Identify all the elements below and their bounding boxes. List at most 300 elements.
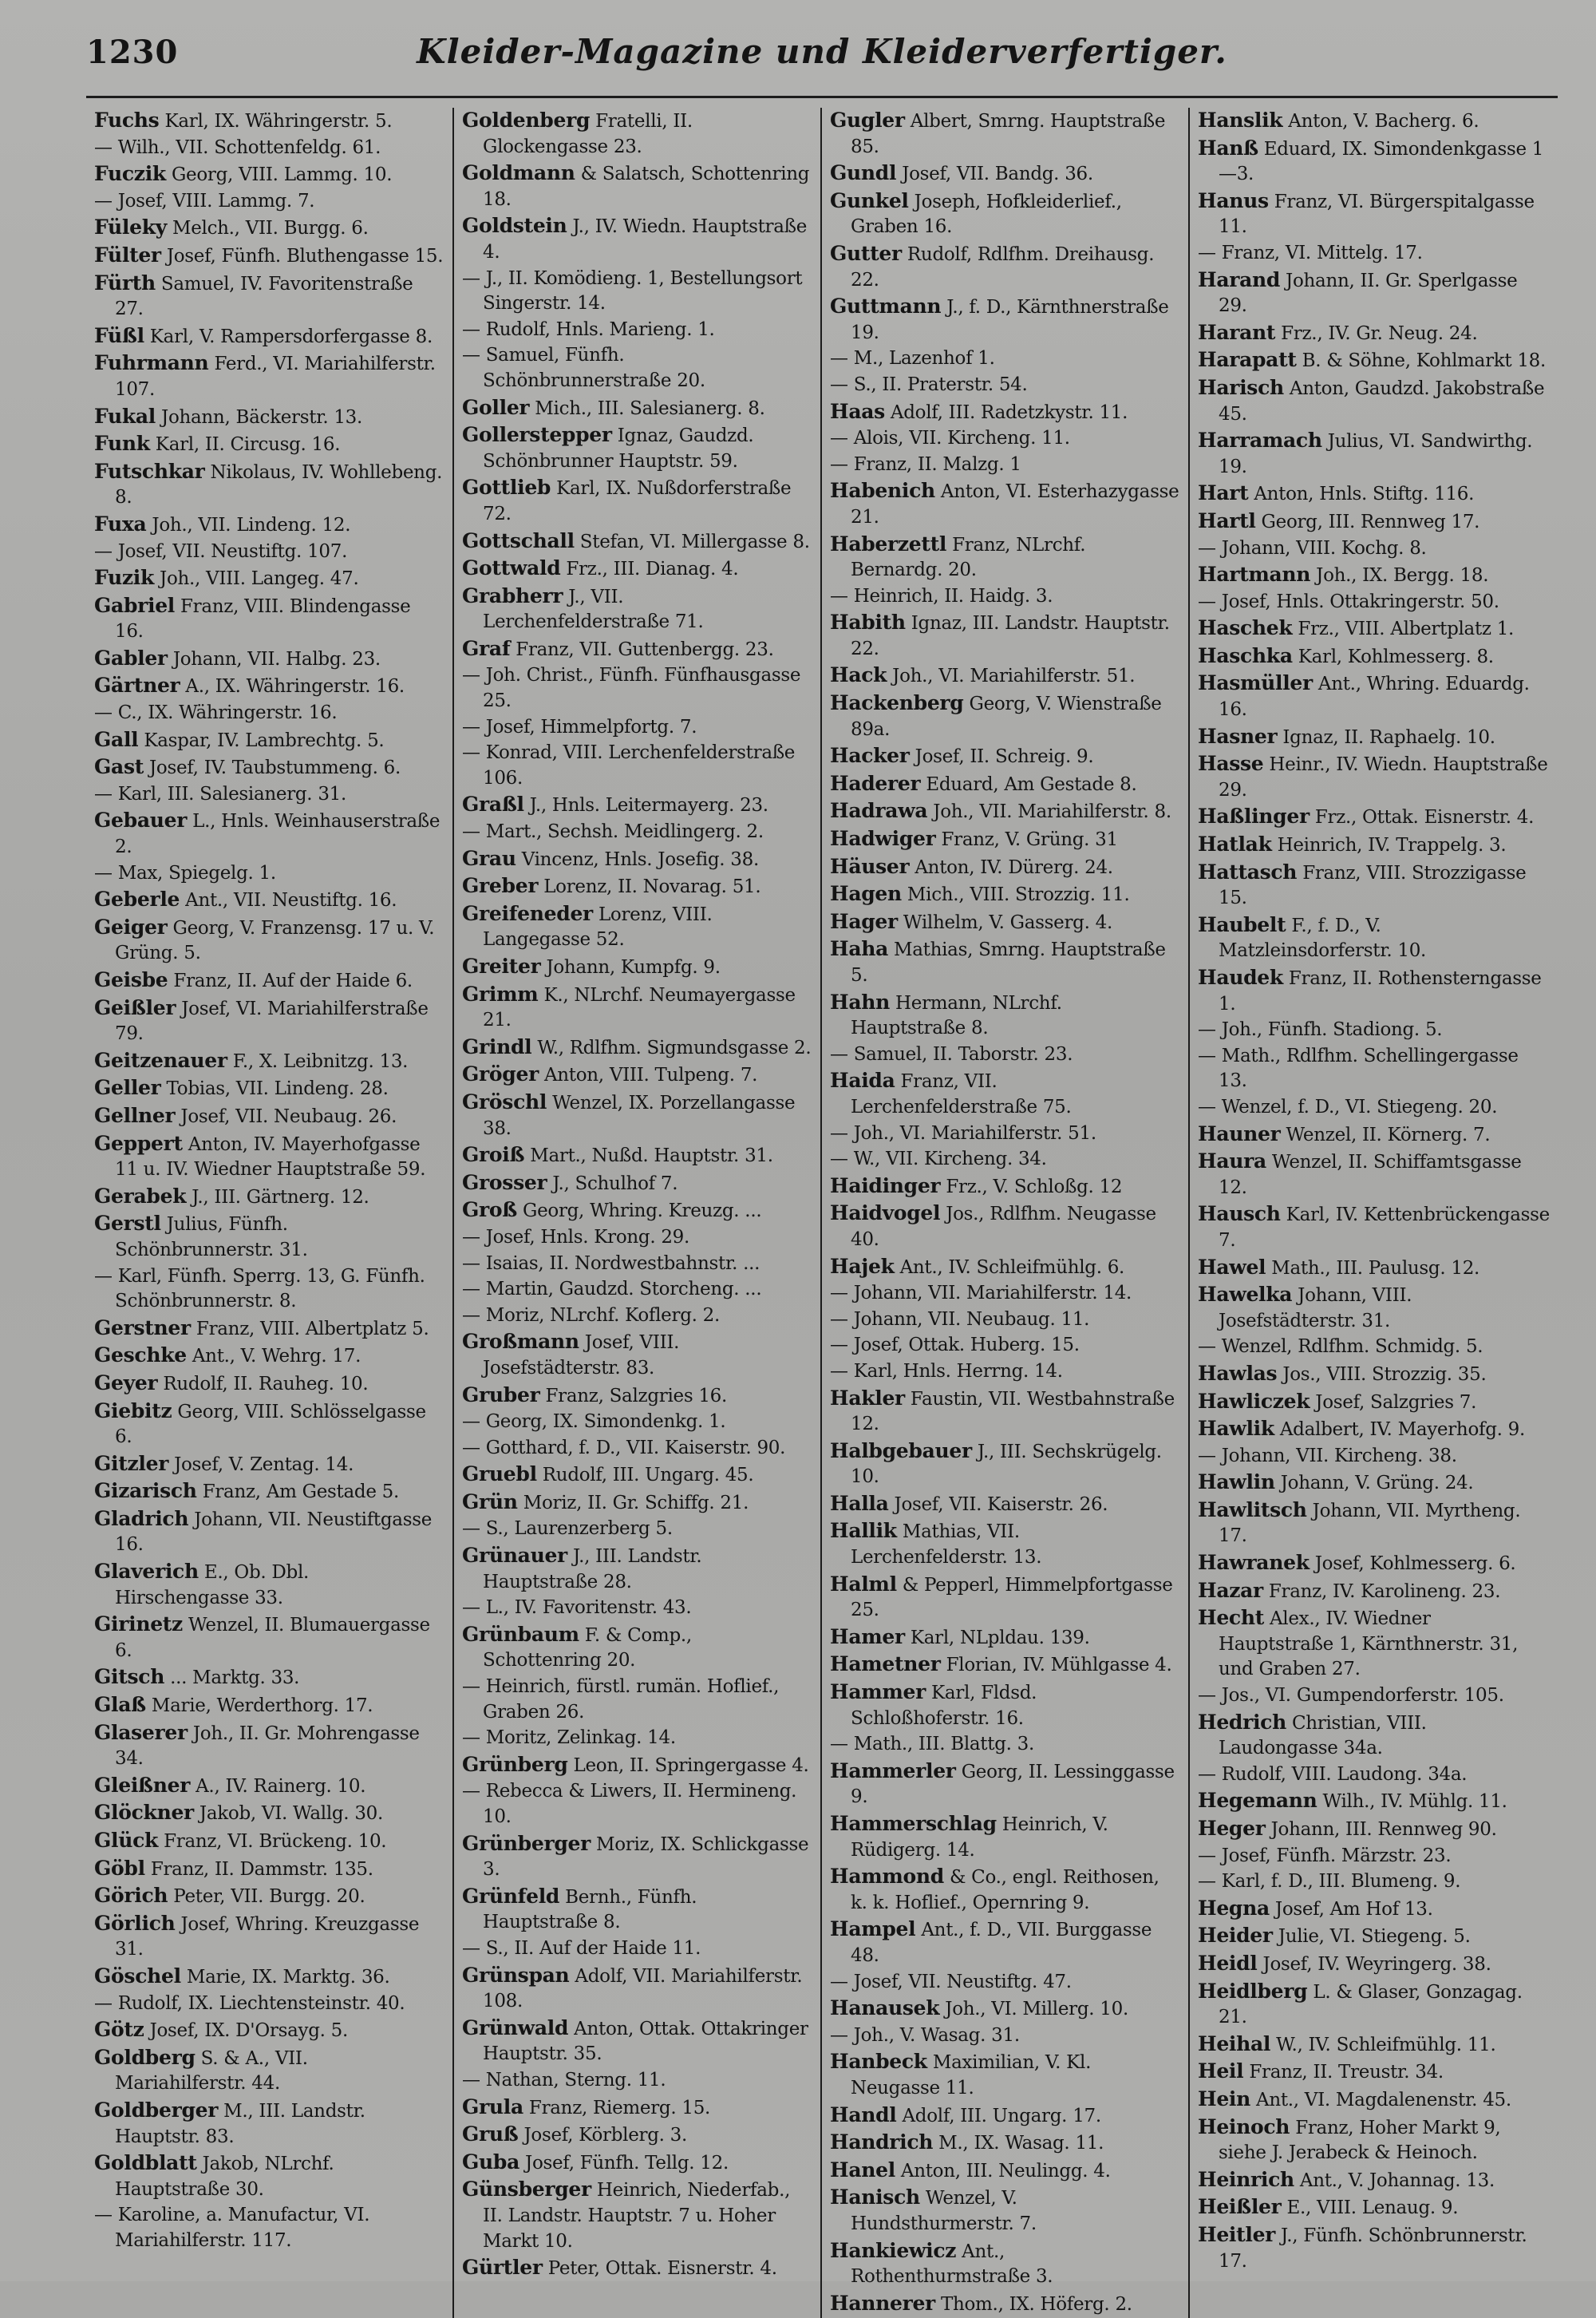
directory-entry xyxy=(94,1559,444,1611)
entry-details: Wenzel, II. Körnerg. 7. xyxy=(1280,1124,1491,1145)
entry-details: Karl, NLpldau. 139. xyxy=(904,1627,1090,1648)
entry-details: — Nathan, Sterng. 11. xyxy=(462,2069,666,2091)
entry-details: Nikolaus, IV. Wohllebeng. 8. xyxy=(115,461,443,508)
entry-details: — Heinrich, fürstl. rumän. Hoflief., Graben 26. xyxy=(462,1676,780,1723)
entry-surname: Harant xyxy=(1198,320,1276,344)
entry-surname: Fuczik xyxy=(94,162,166,186)
directory-entry xyxy=(1198,2167,1550,2194)
entry-surname: Hanausek xyxy=(830,1996,940,2020)
entry-details: Karl, IV. Kettenbrückengasse 7. xyxy=(1219,1204,1550,1251)
entry-surname: Geller xyxy=(94,1076,161,1100)
entry-details: Jos., VIII. Strozzig. 35. xyxy=(1277,1363,1487,1385)
entry-details: Johann, VIII. Josefstädterstr. 31. xyxy=(1219,1285,1412,1331)
directory-entry xyxy=(94,2150,444,2202)
entry-details: — Math., Rdlfhm. Schellingergasse 13. xyxy=(1198,1045,1519,1092)
directory-entry xyxy=(94,1911,444,1963)
entry-surname: Götz xyxy=(94,2018,144,2042)
entry-details: — Karoline, a. Manufactur, VI. Mariahilferstr. 117. xyxy=(94,2205,370,2251)
directory-entry xyxy=(830,1307,1180,1333)
directory-entry xyxy=(94,1075,444,1102)
entry-surname: Gladrich xyxy=(94,1506,189,1530)
entry-details: Franz, Hoher Markt 9, siehe J. Jerabeck & Heinoch. xyxy=(1219,2117,1501,2164)
entry-details: — Johann, VII. Kircheng. 38. xyxy=(1198,1445,1457,1466)
entry-details: — Joh., V. Wasag. 31. xyxy=(830,2024,1020,2046)
entry-details: — Isaias, II. Nordwestbahnstr. ... xyxy=(462,1252,760,1274)
directory-entry xyxy=(830,2291,1180,2318)
directory-entry xyxy=(1198,1816,1550,1843)
directory-entry xyxy=(830,1864,1180,1916)
directory-entry xyxy=(830,188,1180,240)
entry-surname: Fuhrmann xyxy=(94,351,209,375)
directory-entry xyxy=(462,422,812,474)
entry-details: Anton, V. Bacherg. 6. xyxy=(1282,111,1479,132)
entry-surname: Hawranek xyxy=(1198,1551,1310,1575)
entry-details: Franz, II. Auf der Haide 6. xyxy=(168,971,413,991)
entry-surname: Hawelka xyxy=(1198,1283,1293,1307)
directory-entry xyxy=(462,343,812,394)
entry-details: — S., Laurenzerberg 5. xyxy=(462,1518,673,1540)
directory-entry xyxy=(1198,108,1550,135)
directory-entry xyxy=(94,1773,444,1800)
entry-surname: Fürth xyxy=(94,271,156,295)
directory-entry xyxy=(830,294,1180,346)
entry-surname: Hampel xyxy=(830,1917,916,1941)
entry-surname: Girinetz xyxy=(94,1612,183,1636)
entry-details: — Martin, Gaudzd. Storcheng. ... xyxy=(462,1279,762,1300)
directory-entry xyxy=(1198,1095,1550,1121)
entry-details: Eduard, IX. Simondenkgasse 1—3. xyxy=(1219,138,1544,185)
entry-surname: Greber xyxy=(462,874,539,898)
entry-details: — Joh. Christ., Fünfh. Fünfhausgasse 25. xyxy=(462,665,801,712)
entry-surname: Glaß xyxy=(94,1693,146,1717)
entry-surname: Geppert xyxy=(94,1131,183,1155)
entry-surname: Gürtler xyxy=(462,2256,543,2280)
directory-entry xyxy=(830,1732,1180,1758)
entry-surname: Haura xyxy=(1198,1149,1266,1173)
entry-details: Johann, VII. Myrtheng. 17. xyxy=(1219,1500,1521,1547)
entry-details: Ant., IV. Schleifmühlg. 6. xyxy=(894,1256,1125,1278)
entry-details: Josef, VII. Neubaug. 26. xyxy=(175,1106,397,1127)
directory-entry xyxy=(94,1692,444,1719)
entry-details: J., f. D., Kärnthnerstraße 19. xyxy=(851,297,1169,343)
entry-details: Joh., II. Gr. Mohrengasse 34. xyxy=(115,1723,420,1770)
entry-details: Johann, VII. Halbg. 23. xyxy=(167,648,381,670)
entry-details: Jakob, NLrchf. Hauptstraße 30. xyxy=(115,2154,334,2200)
entry-details: Karl, IX. Nußdorferstraße 72. xyxy=(483,478,792,524)
directory-entry xyxy=(94,2045,444,2097)
directory-entry xyxy=(94,701,444,726)
entry-details: Mathias, Smrng. Hauptstraße 5. xyxy=(851,939,1166,986)
entry-details: — Moritz, Zelinkag. 14. xyxy=(462,1727,676,1749)
directory-entry xyxy=(94,727,444,754)
entry-surname: Hametner xyxy=(830,1652,941,1676)
entry-surname: Göbl xyxy=(94,1856,145,1880)
entry-surname: Fülter xyxy=(94,243,161,267)
entry-details: Franz, Am Gestade 5. xyxy=(196,1481,399,1503)
entry-details: Joh., IX. Bergg. 18. xyxy=(1310,565,1489,587)
entry-surname: Hatlak xyxy=(1198,833,1272,856)
entry-details: — Konrad, VIII. Lerchenfelderstraße 106. xyxy=(462,742,796,789)
entry-details: — Josef, Fünfh. Märzstr. 23. xyxy=(1198,1845,1452,1866)
directory-entry xyxy=(830,2158,1180,2185)
entry-details: J., III. Sechskrügelg. 10. xyxy=(851,1441,1162,1488)
entry-surname: Glaserer xyxy=(94,1720,188,1744)
directory-entry xyxy=(830,241,1180,293)
entry-details: Anton, Gaudzd. Jakobstraße 45. xyxy=(1219,378,1545,425)
entry-surname: Gast xyxy=(94,755,144,779)
directory-entry xyxy=(1198,508,1550,536)
entry-surname: Hawlin xyxy=(1198,1470,1275,1494)
entry-surname: Gebauer xyxy=(94,809,188,833)
entry-details: Frz., VIII. Albertplatz 1. xyxy=(1292,619,1515,640)
entry-details: Samuel, IV. Favoritenstraße 27. xyxy=(115,273,413,320)
directory-entry xyxy=(830,1281,1180,1307)
entry-surname: Gabriel xyxy=(94,593,176,617)
directory-entry xyxy=(830,1173,1180,1201)
directory-entry xyxy=(1198,1578,1550,1605)
directory-entry xyxy=(94,673,444,700)
entry-surname: Gottschall xyxy=(462,528,575,552)
entry-details: & Salatsch, Schottenring 18. xyxy=(483,164,810,210)
entry-surname: Haidvogel xyxy=(830,1201,941,1225)
directory-entry xyxy=(94,995,444,1047)
entry-details: — Johann, VII. Neubaug. 11. xyxy=(830,1308,1090,1330)
directory-entry xyxy=(94,1398,444,1450)
entry-details: Anton, VI. Esterhazygasse 21. xyxy=(851,481,1179,528)
directory-entry xyxy=(1198,2059,1550,2086)
entry-details: Josef, VII. Kaiserstr. 26. xyxy=(888,1493,1108,1515)
entry-details: Josef, IX. D'Orsayg. 5. xyxy=(144,2020,348,2042)
entry-surname: Grindl xyxy=(462,1034,532,1058)
entry-details: — M., Lazenhof 1. xyxy=(830,348,995,370)
entry-surname: Hart xyxy=(1198,481,1249,505)
entry-surname: Häuser xyxy=(830,854,910,878)
directory-entry xyxy=(1198,1979,1550,2031)
entry-details: Adalbert, IV. Mayerhofg. 9. xyxy=(1274,1419,1525,1441)
directory-entry xyxy=(94,2203,444,2253)
directory-entry xyxy=(462,475,812,527)
entry-details: Wenzel, IX. Porzellangasse 38. xyxy=(483,1092,796,1139)
entry-surname: Handrich xyxy=(830,2130,934,2154)
directory-entry xyxy=(462,1675,812,1725)
entry-surname: Goldberger xyxy=(94,2098,219,2122)
directory-entry xyxy=(94,161,444,188)
entry-surname: Gunkel xyxy=(830,188,909,212)
directory-entry xyxy=(94,1856,444,1883)
directory-entry xyxy=(830,798,1180,825)
directory-entry xyxy=(94,1371,444,1398)
directory-entry xyxy=(830,2185,1180,2237)
entry-surname: Haßlinger xyxy=(1198,805,1310,829)
entry-surname: Harramach xyxy=(1198,429,1322,453)
entry-details: Jakob, VI. Wallg. 30. xyxy=(193,1803,384,1825)
directory-entry xyxy=(830,663,1180,690)
directory-entry xyxy=(1198,751,1550,803)
directory-entry xyxy=(830,771,1180,798)
entry-surname: Haderer xyxy=(830,771,921,795)
directory-entry xyxy=(94,808,444,860)
entry-surname: Greifeneder xyxy=(462,901,593,925)
entry-details: Josef, VI. Mariahilferstraße 79. xyxy=(115,998,429,1045)
entry-details: — Wenzel, Rdlfhm. Schmidg. 5. xyxy=(1198,1336,1483,1358)
directory-entry xyxy=(830,1970,1180,1996)
directory-entry xyxy=(830,1679,1180,1731)
directory-entry xyxy=(94,136,444,161)
entry-surname: Hanus xyxy=(1198,188,1269,212)
directory-entry xyxy=(94,1664,444,1691)
entry-surname: Hawlitsch xyxy=(1198,1497,1307,1521)
directory-entry xyxy=(462,2150,812,2177)
entry-details: Anton, III. Neulingg. 4. xyxy=(895,2160,1111,2182)
entry-surname: Halml xyxy=(830,1572,897,1596)
directory-entry xyxy=(94,1184,444,1211)
directory-entry xyxy=(1198,1255,1550,1282)
directory-entry xyxy=(830,1068,1180,1120)
entry-details: Franz, V. Grüng. 31 xyxy=(935,829,1118,851)
directory-entry xyxy=(462,528,812,556)
directory-entry xyxy=(1198,1389,1550,1416)
entry-surname: Hannerer xyxy=(830,2291,935,2315)
directory-entry xyxy=(462,1436,812,1462)
entry-details: Joh., VII. Mariahilferstr. 8. xyxy=(927,801,1171,823)
entry-surname: Hammond xyxy=(830,1865,944,1889)
entry-surname: Haas xyxy=(830,399,885,423)
entry-details: Joh., VII. Lindeng. 12. xyxy=(146,514,351,536)
directory-entry xyxy=(1198,912,1550,964)
directory-entry xyxy=(462,1752,812,1779)
entry-details: Ant., V. Wehrg. 17. xyxy=(186,1346,361,1367)
entry-details: ... Marktg. 33. xyxy=(164,1667,300,1689)
directory-entry xyxy=(830,1438,1180,1490)
entry-details: F. & Comp., Schottenring 20. xyxy=(483,1624,692,1671)
entry-details: Christian, VIII. Laudongasse 34a. xyxy=(1219,1712,1427,1759)
entry-surname: Gruebl xyxy=(462,1462,537,1486)
directory-entry xyxy=(830,909,1180,936)
entry-details: Anton, VIII. Tulpeng. 7. xyxy=(538,1065,758,1086)
directory-entry xyxy=(830,2049,1180,2101)
directory-entry xyxy=(830,1572,1180,1624)
directory-entry xyxy=(94,350,444,402)
entry-surname: Hamer xyxy=(830,1624,905,1648)
entry-details: Wilhelm, V. Gasserg. 4. xyxy=(897,912,1112,933)
directory-entry xyxy=(462,267,812,317)
directory-entry xyxy=(830,478,1180,530)
entry-surname: Hanß xyxy=(1198,136,1258,160)
column-4 xyxy=(1190,108,1558,2318)
directory-entry xyxy=(830,2238,1180,2290)
entry-details: Math., III. Paulusg. 12. xyxy=(1266,1257,1480,1279)
entry-surname: Heil xyxy=(1198,2059,1244,2083)
entry-details: Josef, Körblerg. 3. xyxy=(518,2125,687,2146)
entry-surname: Geberle xyxy=(94,888,180,912)
entry-surname: Geschke xyxy=(94,1343,187,1367)
entry-surname: Gruber xyxy=(462,1382,540,1406)
directory-entry xyxy=(1198,1444,1550,1470)
entry-surname: Hankiewicz xyxy=(830,2238,957,2262)
directory-entry xyxy=(462,1197,812,1224)
directory-entry xyxy=(462,1596,812,1621)
entry-surname: Hein xyxy=(1198,2087,1250,2110)
entry-surname: Gutter xyxy=(830,241,902,265)
entry-details: Fratelli, II. Glockengasse 23. xyxy=(483,111,693,157)
directory-entry xyxy=(462,1622,812,1674)
entry-surname: Groiß xyxy=(462,1143,525,1167)
entry-details: Georg, VIII. Schlösselgasse 6. xyxy=(115,1401,426,1448)
entry-details: Hermann, NLrchf. Hauptstraße 8. xyxy=(851,992,1062,1039)
directory-entry xyxy=(1198,320,1550,347)
directory-entry xyxy=(94,646,444,673)
directory-entry xyxy=(94,861,444,887)
entry-surname: Giebitz xyxy=(94,1398,172,1422)
entry-details: — Josef, VIII. Lammg. 7. xyxy=(94,190,315,212)
directory-entry xyxy=(462,1936,812,1962)
entry-surname: Hacker xyxy=(830,744,910,768)
entry-surname: Goldenberg xyxy=(462,109,591,132)
directory-entry xyxy=(830,1917,1180,1968)
entry-details: Vincenz, Hnls. Josefig. 38. xyxy=(516,848,759,870)
directory-entry xyxy=(462,2177,812,2254)
directory-entry xyxy=(1198,1044,1550,1094)
entry-surname: Hauner xyxy=(1198,1121,1281,1145)
entry-details: Georg, VIII. Lammg. 10. xyxy=(165,164,393,186)
entry-details: — Wilh., VII. Schottenfeldg. 61. xyxy=(94,136,381,158)
entry-surname: Fukal xyxy=(94,404,156,428)
entry-details: — Georg, IX. Simondenkg. 1. xyxy=(462,1411,726,1433)
entry-surname: Hasse xyxy=(1198,752,1264,776)
entry-surname: Hegemann xyxy=(1198,1789,1317,1813)
entry-surname: Gitsch xyxy=(94,1665,165,1689)
entry-surname: Geyer xyxy=(94,1371,158,1394)
entry-details: Heinrich, V. Rüdigerg. 14. xyxy=(851,1814,1108,1861)
directory-entry xyxy=(830,2023,1180,2049)
entry-details: Franz, II. Dammstr. 135. xyxy=(144,1858,373,1880)
entry-details: Mich., VIII. Strozzig. 11. xyxy=(901,884,1130,906)
entry-details: Ant., V. Johannag. 13. xyxy=(1294,2170,1495,2191)
directory-entry xyxy=(830,610,1180,662)
entry-surname: Greiter xyxy=(462,955,541,978)
directory-entry xyxy=(830,1624,1180,1651)
directory-entry xyxy=(1198,1683,1550,1709)
entry-surname: Goller xyxy=(462,395,530,419)
entry-details: Joseph, Hofkleiderlief., Graben 16. xyxy=(851,191,1122,238)
entry-details: Leon, II. Springergasse 4. xyxy=(567,1754,809,1776)
directory-entry xyxy=(462,663,812,714)
directory-entry xyxy=(94,1720,444,1772)
entry-details: — J., II. Komödieng. 1, Bestellungsort Singerstr. 14. xyxy=(462,267,803,314)
entry-details: — Josef, Himmelpfortg. 7. xyxy=(462,716,697,738)
entry-details: — Heinrich, II. Haidg. 3. xyxy=(830,585,1053,607)
entry-details: Johann, Kumpfg. 9. xyxy=(540,957,721,978)
entry-details: Franz, NLrchf. Bernardg. 20. xyxy=(851,534,1086,581)
directory-entry xyxy=(830,1254,1180,1281)
column-1 xyxy=(86,108,454,2318)
entry-surname: Hakler xyxy=(830,1386,905,1410)
entry-details: — Rudolf, Hnls. Marieng. 1. xyxy=(462,318,715,340)
entry-surname: Hagen xyxy=(830,882,902,906)
entry-surname: Heitler xyxy=(1198,2222,1276,2246)
entry-details: E., VIII. Lenaug. 9. xyxy=(1281,2197,1459,2219)
entry-details: Joh., VI. Millerg. 10. xyxy=(939,1999,1128,2020)
entry-details: — Math., III. Blattg. 3. xyxy=(830,1734,1034,1755)
entry-surname: Haubelt xyxy=(1198,912,1286,936)
directory-entry xyxy=(1198,2114,1550,2166)
entry-details: Josef, Am Hof 13. xyxy=(1269,1898,1433,1920)
entry-details: — Josef, Ottak. Huberg. 15. xyxy=(830,1335,1080,1356)
directory-entry xyxy=(1198,1605,1550,1683)
entry-details: Josef, Fünfh. Tellg. 12. xyxy=(519,2152,729,2174)
entry-surname: Füßl xyxy=(94,323,144,347)
entry-details: M., III. Landstr. Hauptstr. 83. xyxy=(115,2100,365,2147)
entry-surname: Glück xyxy=(94,1829,159,1852)
directory-entry xyxy=(462,873,812,900)
directory-entry xyxy=(94,1131,444,1183)
directory-entry xyxy=(830,1518,1180,1570)
directory-entry xyxy=(830,399,1180,426)
entry-details: Tobias, VII. Lindeng. 28. xyxy=(160,1078,389,1100)
entry-details: — Moriz, NLrchf. Koflerg. 2. xyxy=(462,1304,720,1326)
entry-surname: Gellner xyxy=(94,1103,176,1127)
directory-entry xyxy=(94,1964,444,1991)
page-header xyxy=(86,32,1558,98)
entry-details: Ignaz, Gaudzd. Schönbrunner Hauptstr. 59. xyxy=(483,425,754,472)
entry-details: Peter, Ottak. Eisnerstr. 4. xyxy=(542,2258,777,2280)
entry-details: E., Ob. Dbl. Hirschengasse 33. xyxy=(115,1562,310,1608)
entry-details: Josef, Kohlmesserg. 6. xyxy=(1309,1553,1516,1575)
entry-surname: Hadrawa xyxy=(830,799,928,823)
entry-surname: Funk xyxy=(94,432,150,456)
entry-details: Thom., IX. Höferg. 2. xyxy=(934,2293,1132,2315)
entry-surname: Hasner xyxy=(1198,724,1278,748)
entry-details: Josef, Whring. Kreuzgasse 31. xyxy=(115,1913,420,1960)
directory-entry xyxy=(462,1963,812,2015)
directory-entry xyxy=(1198,2222,1550,2274)
directory-entry xyxy=(462,1831,812,1883)
directory-entry xyxy=(462,846,812,873)
entry-surname: Graßl xyxy=(462,793,524,817)
directory-entry xyxy=(462,1517,812,1542)
directory-entry xyxy=(462,2015,812,2067)
entry-details: Franz, II. Treustr. 34. xyxy=(1243,2062,1444,2083)
directory-entry xyxy=(830,1996,1180,2023)
entry-surname: Grabherr xyxy=(462,583,563,607)
entry-details: Marie, IX. Marktg. 36. xyxy=(180,1966,390,1988)
directory-entry xyxy=(94,565,444,592)
entry-details: Ant., Whring. Eduardg. 16. xyxy=(1219,674,1530,721)
entry-surname: Hallik xyxy=(830,1519,897,1543)
entry-surname: Hedrich xyxy=(1198,1710,1286,1734)
entry-surname: Hawliczek xyxy=(1198,1389,1310,1413)
directory-entry xyxy=(94,189,444,215)
directory-entry xyxy=(1198,1896,1550,1923)
directory-entry xyxy=(1198,1844,1550,1869)
entry-details: — Josef, VII. Neustiftg. 47. xyxy=(830,1971,1072,1992)
entry-details: Georg, Whring. Kreuzg. ... xyxy=(517,1201,762,1222)
entry-surname: Gizarisch xyxy=(94,1479,197,1503)
directory-entry xyxy=(830,2130,1180,2157)
entry-surname: Gabler xyxy=(94,646,168,670)
entry-surname: Futschkar xyxy=(94,459,205,483)
directory-entry xyxy=(830,584,1180,610)
entry-surname: Glaverich xyxy=(94,1560,199,1584)
directory-entry xyxy=(462,2068,812,2094)
directory-entry xyxy=(1198,1550,1550,1577)
entry-details: Stefan, VI. Millergasse 8. xyxy=(574,531,810,552)
entry-details: Faustin, VII. Westbahnstraße 12. xyxy=(851,1388,1175,1435)
entry-details: Georg, III. Rennweg 17. xyxy=(1255,511,1480,532)
entry-details: Johann, II. Gr. Sperlgasse 29. xyxy=(1219,270,1518,317)
entry-details: — W., VII. Kircheng. 34. xyxy=(830,1149,1047,1170)
entry-surname: Gröschl xyxy=(462,1090,547,1114)
